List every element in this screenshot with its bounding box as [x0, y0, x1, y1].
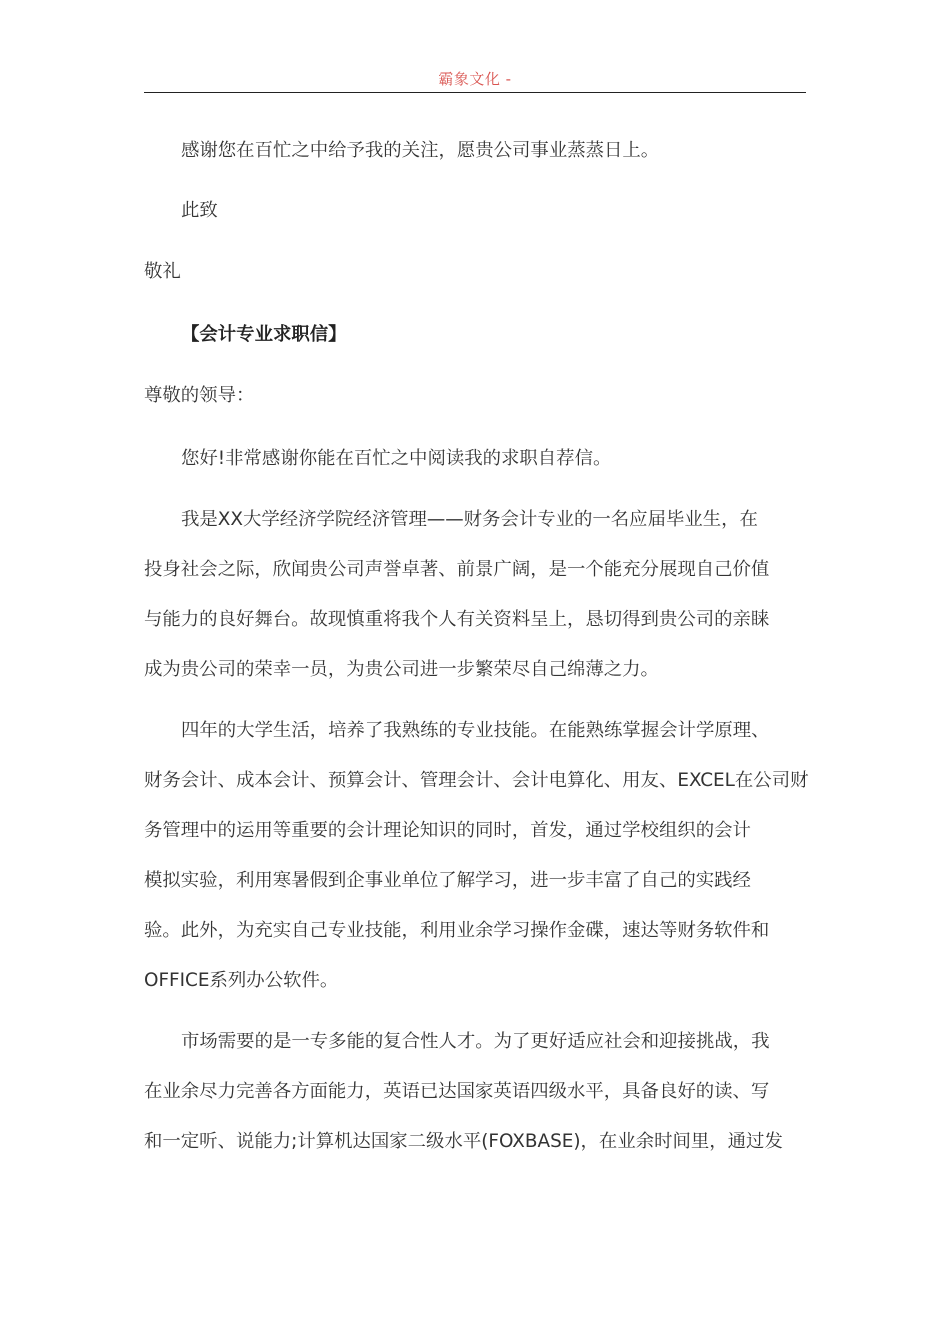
salutation: 尊敬的领导： [144, 385, 255, 406]
header-title: 霸象文化 - [438, 70, 512, 88]
paragraph-line: 模拟实验，利用寒暑假到企事业单位了解学习，进一步丰富了自己的实践经 [144, 870, 751, 891]
paragraph-line: 您好!非常感谢你能在百忙之中阅读我的求职自荐信。 [181, 448, 612, 469]
paragraph-line: OFFICE系列办公软件。 [144, 970, 339, 991]
closing-jingli: 敬礼 [144, 261, 181, 282]
paragraph-line: 验。此外，为充实自己专业技能，利用业余学习操作金碟，速达等财务软件和 [144, 920, 770, 941]
closing-thanks-line: 感谢您在百忙之中给予我的关注，愿贵公司事业蒸蒸日上。 [181, 140, 660, 161]
paragraph-line: 投身社会之际，欣闻贵公司声誉卓著、前景广阔，是一个能充分展现自己价值 [144, 559, 770, 580]
paragraph-line: 与能力的良好舞台。故现慎重将我个人有关资料呈上，恳切得到贵公司的亲睐 [144, 609, 770, 630]
paragraph-line: 在业余尽力完善各方面能力，英语已达国家英语四级水平，具备良好的读、写 [144, 1081, 770, 1102]
paragraph-line: 成为贵公司的荣幸一员，为贵公司进一步繁荣尽自己绵薄之力。 [144, 659, 659, 680]
section-title: 【会计专业求职信】 [181, 324, 347, 345]
paragraph-line: 四年的大学生活，培养了我熟练的专业技能。在能熟练掌握会计学原理、 [181, 720, 770, 741]
paragraph-line: 财务会计、成本会计、预算会计、管理会计、会计电算化、用友、EXCEL在公司财 [144, 770, 809, 791]
closing-cizhi: 此致 [181, 200, 218, 221]
paragraph-line: 我是XX大学经济学院经济管理——财务会计专业的一名应届毕业生，在 [181, 509, 758, 530]
paragraph-line: 务管理中的运用等重要的会计理论知识的同时，首发，通过学校组织的会计 [144, 820, 751, 841]
page-header [144, 64, 806, 93]
paragraph-line: 市场需要的是一专多能的复合性人才。为了更好适应社会和迎接挑战，我 [181, 1031, 770, 1052]
paragraph-line: 和一定听、说能力;计算机达国家二级水平(FOXBASE)，在业余时间里，通过发 [144, 1131, 783, 1152]
